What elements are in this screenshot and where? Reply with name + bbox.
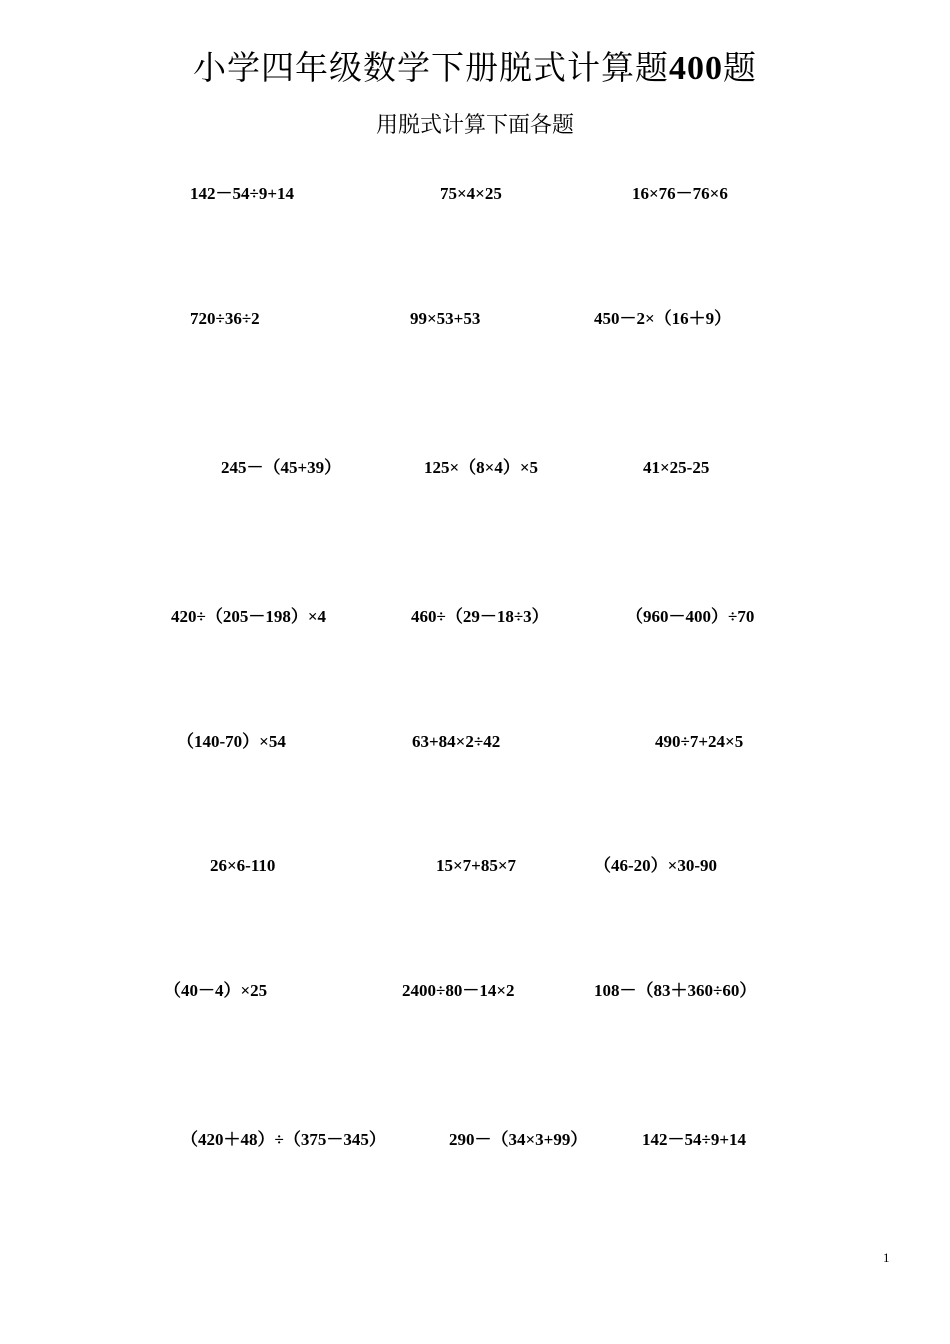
problem-6-3: （46-20）×30-90: [594, 856, 718, 875]
problem-2-2: 99×53+53: [410, 309, 481, 328]
problem-1-3: 16×76－76×6: [632, 184, 728, 203]
problem-5-2: 63+84×2÷42: [412, 732, 501, 751]
problem-4-1: 420÷（205－198）×4: [171, 607, 327, 626]
problem-2-1: 720÷36÷2: [190, 309, 260, 328]
problem-7-2: 2400÷80－14×2: [402, 981, 515, 1000]
problem-8-1: （420＋48）÷（375－345）: [181, 1130, 386, 1149]
problem-5-3: 490÷7+24×5: [655, 732, 744, 751]
problem-3-2: 125×（8×4）×5: [424, 458, 539, 477]
problem-4-2: 460÷（29－18÷3）: [411, 607, 549, 626]
problem-1-1: 142－54÷9+14: [190, 184, 295, 203]
problem-1-2: 75×4×25: [440, 184, 502, 203]
problem-5-1: （140-70）×54: [177, 732, 286, 751]
page-number: 1: [883, 1250, 890, 1265]
problem-7-3: 108－（83＋360÷60）: [594, 981, 757, 1000]
title-suffix: 题: [723, 48, 757, 87]
problem-3-3: 41×25-25: [643, 458, 710, 477]
problem-7-1: （40－4）×25: [164, 981, 268, 1000]
problem-3-1: 245－（45+39）: [221, 458, 342, 477]
problem-2-3: 450－2×（16＋9）: [594, 309, 732, 328]
problem-6-1: 26×6-110: [210, 856, 276, 875]
page-subtitle: 用脱式计算下面各题: [375, 113, 574, 138]
problem-4-3: （960－400）÷70: [626, 607, 755, 626]
problem-8-3: 142－54÷9+14: [642, 1130, 747, 1149]
page-title: [0, 44, 950, 93]
problem-8-2: 290－（34×3+99）: [449, 1130, 588, 1149]
title-text: 小学四年级数学下册脱式计算题: [193, 48, 669, 87]
title-count: 400: [669, 50, 723, 87]
problem-6-2: 15×7+85×7: [436, 856, 517, 875]
